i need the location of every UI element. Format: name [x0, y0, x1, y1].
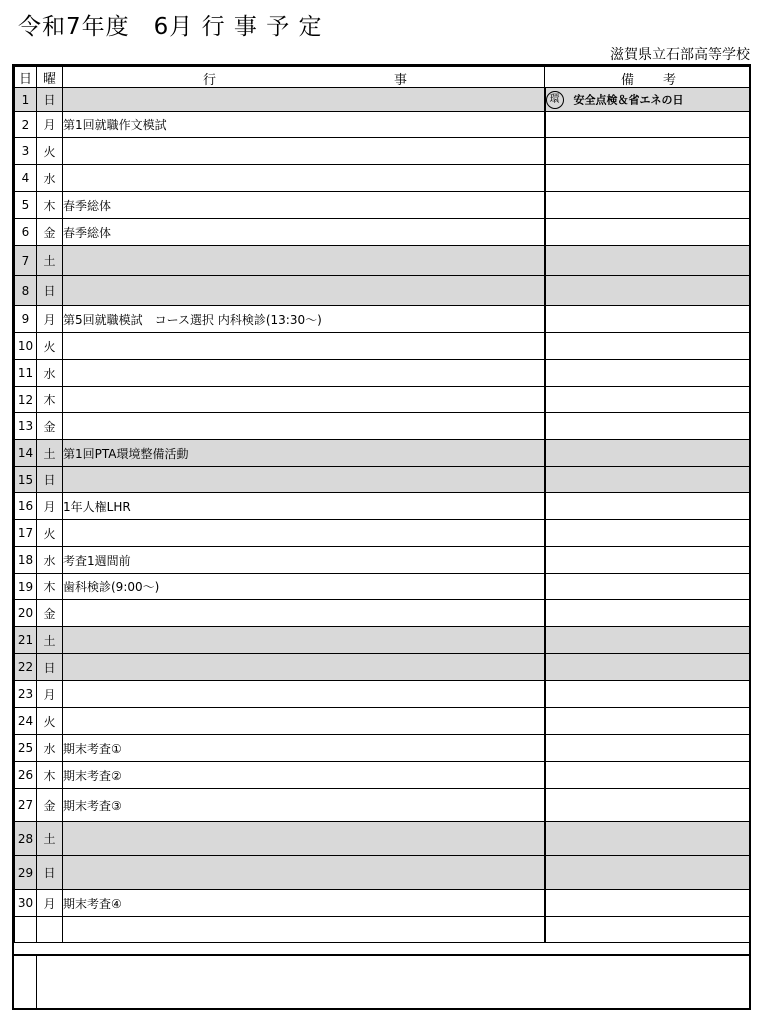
- remark-cell: [545, 735, 750, 762]
- event-cell: [63, 708, 545, 735]
- notes-divider: [36, 956, 37, 1010]
- weekday-cell: [37, 246, 63, 276]
- day-cell-text: 6: [21, 225, 30, 239]
- day-cell: [15, 192, 37, 219]
- day-cell: [15, 762, 37, 789]
- table-row: [15, 708, 750, 735]
- weekday-cell-text: 金: [43, 419, 56, 434]
- event-cell-text: 期末考査③: [63, 798, 122, 813]
- day-cell: [15, 165, 37, 192]
- day-cell-text: 20: [17, 606, 34, 620]
- weekday-cell-text: 木: [43, 580, 56, 594]
- weekday-cell: [37, 547, 63, 574]
- table-row: [15, 917, 750, 943]
- event-cell-text: 春季総体: [63, 225, 112, 240]
- table-row: [15, 654, 750, 681]
- weekday-cell: [37, 708, 63, 735]
- event-cell: [63, 822, 545, 856]
- col-header-event-2: 事: [394, 73, 408, 88]
- table-row: [15, 138, 750, 165]
- weekday-cell: [37, 387, 63, 413]
- weekday-cell-text: 火: [43, 714, 56, 729]
- day-cell-text: 14: [17, 446, 34, 460]
- event-cell: [63, 276, 545, 306]
- event-cell: [63, 789, 545, 822]
- remark-cell: [545, 112, 750, 138]
- day-cell: [15, 88, 37, 112]
- weekday-cell-text: 土: [43, 633, 56, 648]
- event-cell-text: 考査1週間前: [63, 553, 131, 568]
- remark-cell: [545, 138, 750, 165]
- page-title: 令和7年度 6月 行 事 予 定: [18, 14, 323, 40]
- weekday-cell: [37, 762, 63, 789]
- day-cell-text: 27: [17, 798, 34, 812]
- table-row: [15, 306, 750, 333]
- day-cell: [15, 789, 37, 822]
- weekday-cell-text: 土: [43, 254, 56, 268]
- weekday-cell: [37, 219, 63, 246]
- col-header-event-1: 行: [203, 73, 217, 88]
- day-cell-text: 29: [17, 865, 34, 880]
- event-cell-text: 期末考査①: [63, 741, 122, 756]
- weekday-cell: [37, 192, 63, 219]
- event-cell: [63, 627, 545, 654]
- weekday-cell-text: 月: [43, 118, 56, 132]
- event-cell: [63, 467, 545, 493]
- event-cell-text: 期末考査②: [63, 768, 122, 783]
- event-cell: [63, 440, 545, 467]
- table-row: [15, 246, 750, 276]
- event-cell: [63, 520, 545, 547]
- event-cell: [63, 387, 545, 413]
- event-cell: [63, 138, 545, 165]
- day-cell: [15, 219, 37, 246]
- weekday-cell-text: 金: [43, 798, 56, 813]
- event-cell: [63, 493, 545, 520]
- event-cell: [63, 890, 545, 917]
- event-cell: [63, 88, 545, 112]
- weekday-cell: [37, 467, 63, 493]
- weekday-cell-text: 金: [43, 606, 56, 621]
- day-cell: [15, 654, 37, 681]
- table-row: [15, 890, 750, 917]
- weekday-cell-text: 水: [43, 171, 56, 186]
- table-row: [15, 276, 750, 306]
- weekday-cell: [37, 138, 63, 165]
- weekday-cell: [37, 917, 63, 943]
- day-cell-text: 12: [17, 392, 34, 407]
- weekday-cell: [37, 681, 63, 708]
- table-row: [15, 822, 750, 856]
- table-row: [15, 387, 750, 413]
- day-cell: [15, 520, 37, 547]
- weekday-cell: [37, 822, 63, 856]
- table-row: [15, 762, 750, 789]
- remark-cell: [545, 276, 750, 306]
- weekday-cell-text: 火: [43, 526, 56, 541]
- weekday-cell-text: 月: [43, 312, 56, 327]
- remark-cell: [545, 762, 750, 789]
- day-cell: [15, 440, 37, 467]
- weekday-cell-text: 金: [43, 225, 56, 240]
- day-cell: [15, 822, 37, 856]
- remark-cell: [545, 360, 750, 387]
- weekday-cell: [37, 600, 63, 627]
- day-cell-text: 4: [21, 171, 30, 185]
- remark-cell: [545, 88, 750, 112]
- day-cell: [15, 856, 37, 890]
- event-cell-text: 第5回就職模試 コース選択 内科検診(13:30～): [63, 312, 322, 327]
- weekday-cell: [37, 88, 63, 112]
- day-cell: [15, 890, 37, 917]
- weekday-cell: [37, 574, 63, 600]
- day-cell-text: 21: [17, 633, 34, 647]
- weekday-cell-text: 月: [43, 687, 56, 702]
- school-name: 滋賀県立石部高等学校: [610, 47, 750, 63]
- day-cell: [15, 708, 37, 735]
- day-cell-text: 24: [17, 714, 34, 728]
- day-cell: [15, 360, 37, 387]
- table-row: [15, 333, 750, 360]
- weekday-cell: [37, 360, 63, 387]
- table-row: [15, 192, 750, 219]
- table-row: [15, 467, 750, 493]
- weekday-cell: [37, 856, 63, 890]
- day-cell: [15, 467, 37, 493]
- remark-cell: [545, 890, 750, 917]
- day-cell: [15, 735, 37, 762]
- col-header-remark: [545, 67, 750, 88]
- day-cell: [15, 138, 37, 165]
- event-cell: [63, 306, 545, 333]
- day-cell-text: 19: [17, 579, 34, 594]
- day-cell-text: 7: [21, 253, 30, 268]
- event-cell: [63, 600, 545, 627]
- table-row: [15, 547, 750, 574]
- day-cell: [15, 681, 37, 708]
- day-cell: [15, 112, 37, 138]
- notes-area: [14, 954, 749, 1010]
- day-cell: [15, 413, 37, 440]
- day-cell-text: 11: [17, 366, 34, 380]
- remark-cell: [545, 387, 750, 413]
- day-cell-text: 8: [21, 283, 30, 298]
- col-header-remark-1: 備: [621, 73, 635, 88]
- event-cell: [63, 735, 545, 762]
- remark-cell: [545, 681, 750, 708]
- weekday-cell-text: 火: [43, 339, 56, 354]
- event-cell: [63, 246, 545, 276]
- event-cell-text: 第1回就職作文模試: [63, 118, 167, 132]
- table-row: [15, 574, 750, 600]
- weekday-cell-text: 火: [43, 144, 56, 159]
- weekday-cell: [37, 112, 63, 138]
- event-cell: [63, 112, 545, 138]
- remark-cell: [545, 708, 750, 735]
- event-cell: [63, 574, 545, 600]
- day-cell-text: 28: [17, 831, 34, 846]
- day-cell-text: 3: [21, 144, 30, 158]
- day-cell-text: 5: [21, 198, 30, 212]
- event-cell-text: 期末考査④: [63, 896, 122, 911]
- day-cell-text: 17: [17, 526, 34, 540]
- day-cell: [15, 493, 37, 520]
- table-header-row: [15, 67, 750, 88]
- table-row: [15, 600, 750, 627]
- weekday-cell: [37, 627, 63, 654]
- remark-cell: [545, 600, 750, 627]
- weekday-cell-text: 土: [43, 446, 56, 461]
- day-cell-text: 30: [17, 896, 34, 910]
- day-cell-text: 15: [17, 472, 34, 487]
- environment-mark-icon: 環: [546, 91, 564, 109]
- day-cell: [15, 574, 37, 600]
- table-row: [15, 360, 750, 387]
- table-row: [15, 789, 750, 822]
- weekday-cell: [37, 413, 63, 440]
- weekday-cell: [37, 735, 63, 762]
- remark-cell: [545, 520, 750, 547]
- event-cell: [63, 762, 545, 789]
- weekday-cell-text: 木: [43, 393, 56, 407]
- col-header-remark-2: 考: [663, 73, 677, 88]
- day-cell: [15, 917, 37, 943]
- table-row: [15, 520, 750, 547]
- weekday-cell-text: 水: [43, 553, 56, 568]
- weekday-cell-text: 日: [43, 473, 56, 487]
- table-row: [15, 88, 750, 112]
- remark-cell: [545, 440, 750, 467]
- weekday-cell-text: 月: [43, 499, 56, 514]
- remark-cell: [545, 574, 750, 600]
- event-cell: [63, 333, 545, 360]
- day-cell-text: 13: [17, 419, 34, 433]
- day-cell-text: 1: [21, 92, 30, 107]
- day-cell: [15, 627, 37, 654]
- weekday-cell-text: 水: [43, 366, 56, 381]
- event-cell: [63, 192, 545, 219]
- weekday-cell: [37, 440, 63, 467]
- remark-cell: [545, 917, 750, 943]
- weekday-cell-text: 水: [43, 741, 56, 756]
- remark-cell-text: 安全点検＆省エネの日: [573, 93, 684, 106]
- weekday-cell: [37, 789, 63, 822]
- remark-cell: [545, 627, 750, 654]
- event-cell: [63, 219, 545, 246]
- remark-cell: [545, 493, 750, 520]
- table-row: [15, 493, 750, 520]
- day-cell-text: 16: [17, 499, 34, 513]
- day-cell-text: 18: [17, 553, 34, 567]
- day-cell: [15, 246, 37, 276]
- day-cell: [15, 600, 37, 627]
- remark-cell: [545, 219, 750, 246]
- day-cell: [15, 276, 37, 306]
- remark-cell: [545, 547, 750, 574]
- table-row: [15, 681, 750, 708]
- day-cell-text: 25: [17, 741, 34, 755]
- weekday-cell-text: 日: [43, 866, 56, 880]
- day-cell-text: 2: [21, 117, 30, 132]
- event-cell: [63, 360, 545, 387]
- event-cell: [63, 917, 545, 943]
- weekday-cell-text: 月: [43, 896, 56, 911]
- weekday-cell: [37, 890, 63, 917]
- event-cell-text: 第1回PTA環境整備活動: [63, 446, 189, 461]
- weekday-cell: [37, 493, 63, 520]
- weekday-cell: [37, 333, 63, 360]
- remark-cell: [545, 192, 750, 219]
- table-row: [15, 112, 750, 138]
- day-cell: [15, 333, 37, 360]
- remark-cell: [545, 822, 750, 856]
- event-cell-text: 歯科検診(9:00～): [63, 580, 160, 594]
- weekday-cell-text: 木: [43, 768, 56, 783]
- col-header-day: 日: [15, 67, 37, 88]
- event-cell: [63, 165, 545, 192]
- event-cell: [63, 681, 545, 708]
- schedule-table: [14, 66, 750, 943]
- weekday-cell: [37, 276, 63, 306]
- event-cell: [63, 654, 545, 681]
- remark-cell: [545, 789, 750, 822]
- table-row: [15, 219, 750, 246]
- weekday-cell-text: 日: [43, 93, 56, 107]
- event-cell: [63, 856, 545, 890]
- remark-cell: [545, 165, 750, 192]
- remark-cell: [545, 467, 750, 493]
- weekday-cell-text: 土: [43, 832, 56, 846]
- day-cell-text: 9: [21, 312, 30, 326]
- remark-cell: [545, 333, 750, 360]
- day-cell-text: 22: [17, 660, 34, 674]
- table-row: [15, 856, 750, 890]
- event-cell: [63, 413, 545, 440]
- weekday-cell: [37, 654, 63, 681]
- event-cell-text: 1年人権LHR: [63, 499, 131, 514]
- col-header-weekday: 曜: [37, 67, 63, 88]
- schedule-sheet: [12, 64, 751, 1010]
- table-row: [15, 440, 750, 467]
- remark-cell: [545, 654, 750, 681]
- weekday-cell-text: 日: [43, 284, 56, 298]
- table-row: [15, 413, 750, 440]
- day-cell-text: 26: [17, 768, 34, 782]
- weekday-cell: [37, 520, 63, 547]
- day-cell: [15, 306, 37, 333]
- event-cell-text: 春季総体: [63, 198, 112, 213]
- day-cell: [15, 387, 37, 413]
- remark-cell: [545, 246, 750, 276]
- table-row: [15, 735, 750, 762]
- event-cell: [63, 547, 545, 574]
- weekday-cell-text: 日: [43, 660, 56, 675]
- weekday-cell: [37, 165, 63, 192]
- remark-cell: [545, 856, 750, 890]
- remark-cell: [545, 413, 750, 440]
- day-cell-text: 23: [17, 687, 34, 701]
- remark-cell: [545, 306, 750, 333]
- col-header-event: [63, 67, 545, 88]
- day-cell-text: 10: [17, 339, 34, 353]
- weekday-cell: [37, 306, 63, 333]
- day-cell: [15, 547, 37, 574]
- weekday-cell-text: 木: [43, 198, 56, 213]
- table-row: [15, 627, 750, 654]
- table-row: [15, 165, 750, 192]
